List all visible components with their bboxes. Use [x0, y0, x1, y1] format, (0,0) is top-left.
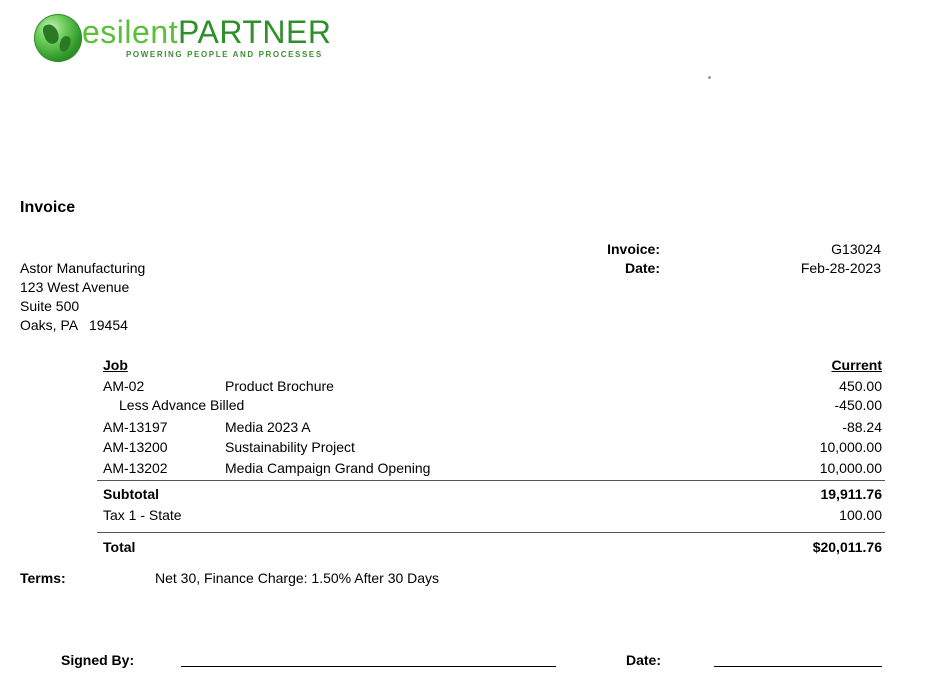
customer-address	[20, 259, 145, 335]
customer-suite: Suite 500	[20, 298, 80, 314]
table-row-amount: 450.00	[839, 378, 882, 394]
table-row-job: AM-13202	[103, 460, 168, 476]
subtotal-value: 19,911.76	[820, 486, 882, 502]
scan-speck	[708, 76, 711, 79]
total-value: $20,011.76	[812, 539, 882, 555]
table-row-amount: 10,000.00	[819, 439, 882, 455]
company-logo	[30, 12, 355, 64]
column-header-job: Job	[103, 357, 128, 373]
table-row-description: Sustainability Project	[225, 439, 355, 455]
table-row-amount: -450.00	[834, 397, 882, 413]
subtotal-divider	[97, 480, 885, 481]
table-row-amount: 10,000.00	[819, 460, 882, 476]
subtotal-label: Subtotal	[103, 486, 159, 502]
invoice-number-value: G13024	[831, 241, 881, 257]
signature-date-line	[714, 666, 882, 667]
signed-by-label: Signed By:	[61, 652, 135, 668]
table-row-job: AM-13197	[103, 419, 168, 435]
globe-icon	[34, 14, 82, 62]
table-row-description: Product Brochure	[225, 378, 334, 394]
invoice-date-label: Date:	[624, 260, 660, 276]
customer-name: Astor Manufacturing	[20, 260, 146, 276]
column-header-current: Current	[831, 357, 882, 373]
signature-line	[181, 666, 556, 667]
terms-value: Net 30, Finance Charge: 1.50% After 30 Days	[155, 570, 440, 586]
logo-wordmark: esilentPARTNER	[82, 14, 332, 50]
terms-label: Terms:	[20, 570, 66, 586]
document-title: Invoice	[20, 199, 76, 216]
total-label: Total	[103, 539, 136, 555]
tax-value: 100.00	[839, 507, 882, 523]
table-row-description: Less Advance Billed	[119, 397, 245, 413]
table-row-description: Media 2023 A	[225, 419, 311, 435]
customer-city-state-zip: Oaks, PA 19454	[20, 317, 128, 333]
logo-tagline: POWERING PEOPLE AND PROCESSES	[126, 50, 323, 59]
invoice-date-value: Feb-28-2023	[800, 260, 881, 276]
total-divider	[97, 532, 885, 533]
table-row-description: Media Campaign Grand Opening	[225, 460, 431, 476]
tax-label: Tax 1 - State	[103, 507, 182, 523]
table-row-job: AM-02	[103, 378, 145, 394]
table-row-job: AM-13200	[103, 439, 168, 455]
table-row-amount: -88.24	[842, 419, 882, 435]
invoice-number-label: Invoice:	[607, 241, 660, 257]
customer-street: 123 West Avenue	[20, 279, 130, 295]
signature-date-label: Date:	[626, 652, 662, 668]
